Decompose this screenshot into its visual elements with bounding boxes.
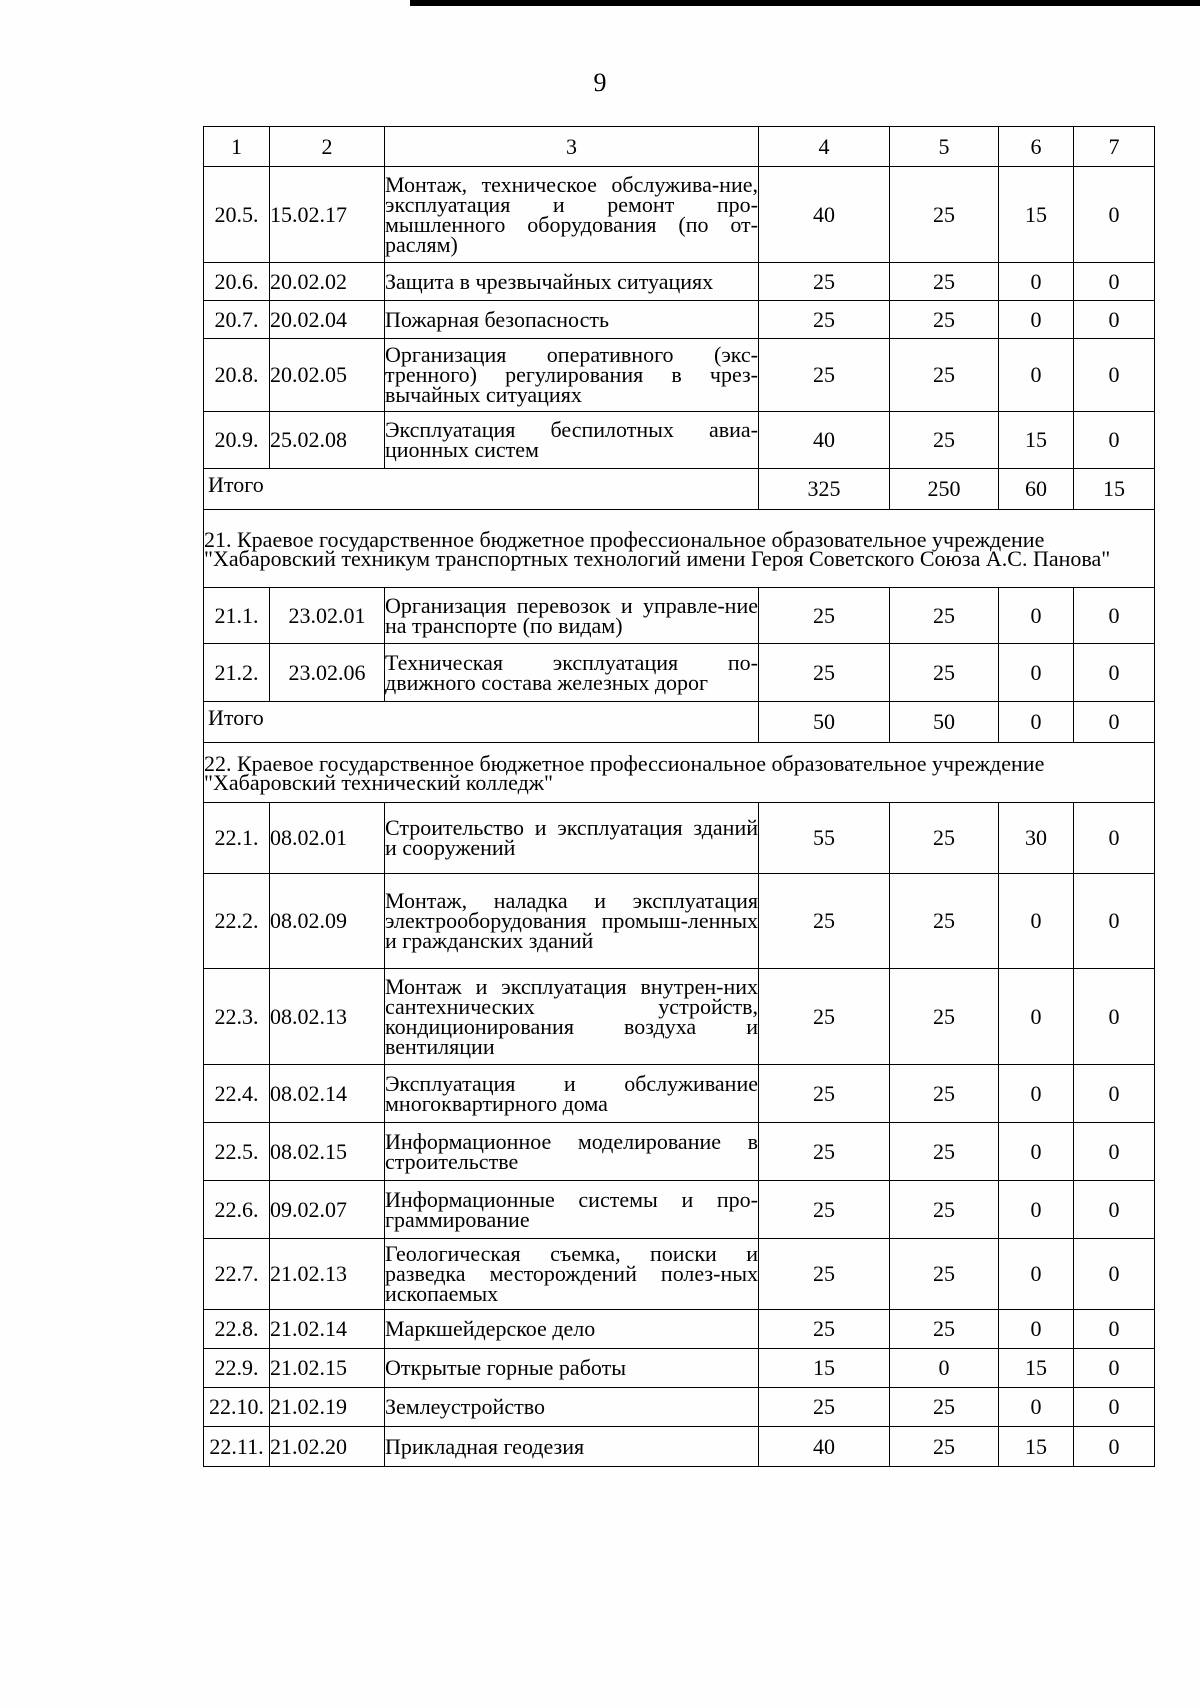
- specialty-code: 21.02.20: [270, 1427, 385, 1467]
- row-number: 22.10.: [204, 1388, 270, 1427]
- column-header: 5: [890, 127, 999, 167]
- table-row: [204, 339, 1155, 412]
- table-row: [204, 301, 1155, 339]
- specialty-code: 08.02.01: [270, 803, 385, 874]
- table-row: [204, 1181, 1155, 1239]
- total-row: [204, 702, 1155, 743]
- total-col-5: 250: [890, 469, 999, 510]
- value-col-7: 0: [1074, 301, 1155, 339]
- value-col-6: 0: [999, 1239, 1074, 1310]
- value-col-5: 25: [890, 1427, 999, 1467]
- specialty-name: Информационные системы и про-граммирование: [385, 1181, 759, 1239]
- total-label: Итого: [204, 469, 759, 510]
- table-row: [204, 588, 1155, 644]
- table-row: [204, 1239, 1155, 1310]
- table-row: [204, 644, 1155, 702]
- specialty-name: Маркшейдерское дело: [385, 1310, 759, 1349]
- specialty-name: Монтаж, наладка и эксплуатация электрооборудования промыш-ленных и гражданских зданий: [385, 874, 759, 969]
- value-col-5: 25: [890, 1181, 999, 1239]
- column-header: 6: [999, 127, 1074, 167]
- value-col-4: 25: [759, 588, 890, 644]
- value-col-4: 25: [759, 874, 890, 969]
- value-col-7: 0: [1074, 1427, 1155, 1467]
- value-col-7: 0: [1074, 167, 1155, 263]
- value-col-5: 25: [890, 644, 999, 702]
- value-col-5: 25: [890, 301, 999, 339]
- value-col-5: 25: [890, 263, 999, 301]
- value-col-6: 0: [999, 263, 1074, 301]
- value-col-6: 15: [999, 1349, 1074, 1388]
- value-col-6: 15: [999, 167, 1074, 263]
- total-col-7: 15: [1074, 469, 1155, 510]
- value-col-6: 0: [999, 1388, 1074, 1427]
- row-number: 22.7.: [204, 1239, 270, 1310]
- specialty-name: Информационное моделирование в строительстве: [385, 1123, 759, 1181]
- value-col-4: 40: [759, 1427, 890, 1467]
- row-number: 20.7.: [204, 301, 270, 339]
- table-row: [204, 263, 1155, 301]
- specialty-code: 21.02.13: [270, 1239, 385, 1310]
- row-number: 20.9.: [204, 412, 270, 469]
- value-col-7: 0: [1074, 1349, 1155, 1388]
- specialty-code: 15.02.17: [270, 167, 385, 263]
- specialty-name: Защита в чрезвычайных ситуациях: [385, 263, 759, 301]
- value-col-4: 15: [759, 1349, 890, 1388]
- value-col-6: 0: [999, 1310, 1074, 1349]
- value-col-6: 0: [999, 1181, 1074, 1239]
- total-col-4: 50: [759, 702, 890, 743]
- row-number: 22.3.: [204, 969, 270, 1065]
- value-col-6: 0: [999, 301, 1074, 339]
- value-col-5: 25: [890, 874, 999, 969]
- column-header: 1: [204, 127, 270, 167]
- value-col-7: 0: [1074, 1388, 1155, 1427]
- specialty-code: 25.02.08: [270, 412, 385, 469]
- value-col-5: 25: [890, 1123, 999, 1181]
- column-header: 2: [270, 127, 385, 167]
- value-col-5: 25: [890, 969, 999, 1065]
- row-number: 21.1.: [204, 588, 270, 644]
- value-col-4: 25: [759, 1123, 890, 1181]
- value-col-6: 0: [999, 644, 1074, 702]
- value-col-5: 25: [890, 588, 999, 644]
- row-number: 20.6.: [204, 263, 270, 301]
- value-col-5: 25: [890, 339, 999, 412]
- specialty-code: 20.02.02: [270, 263, 385, 301]
- specialty-name: Монтаж и эксплуатация внутрен-них сантехнических устройств, кондиционирования воздуха и вентиляции: [385, 969, 759, 1065]
- value-col-6: 15: [999, 412, 1074, 469]
- value-col-7: 0: [1074, 412, 1155, 469]
- table-row: [204, 803, 1155, 874]
- specialty-code: 08.02.15: [270, 1123, 385, 1181]
- value-col-5: 25: [890, 1310, 999, 1349]
- page-number: 9: [593, 68, 607, 97]
- total-row: [204, 469, 1155, 510]
- value-col-4: 25: [759, 1310, 890, 1349]
- value-col-7: 0: [1074, 263, 1155, 301]
- value-col-6: 0: [999, 588, 1074, 644]
- row-number: 22.4.: [204, 1065, 270, 1123]
- total-col-6: 60: [999, 469, 1074, 510]
- value-col-7: 0: [1074, 1065, 1155, 1123]
- value-col-4: 25: [759, 301, 890, 339]
- table-row: [204, 969, 1155, 1065]
- table-row: [204, 1310, 1155, 1349]
- specialty-name: Эксплуатация беспилотных авиа-ционных систем: [385, 412, 759, 469]
- value-col-6: 15: [999, 1427, 1074, 1467]
- specialty-name: Геологическая съемка, поиски и разведка месторождений полез-ных ископаемых: [385, 1239, 759, 1310]
- header-row: [204, 127, 1155, 167]
- value-col-7: 0: [1074, 1310, 1155, 1349]
- value-col-4: 25: [759, 644, 890, 702]
- value-col-7: 0: [1074, 339, 1155, 412]
- specialty-name: Землеустройство: [385, 1388, 759, 1427]
- value-col-5: 25: [890, 1388, 999, 1427]
- value-col-6: 30: [999, 803, 1074, 874]
- specialty-name: Строительство и эксплуатация зданий и сооружений: [385, 803, 759, 874]
- row-number: 22.6.: [204, 1181, 270, 1239]
- row-number: 22.5.: [204, 1123, 270, 1181]
- specialty-code: 20.02.05: [270, 339, 385, 412]
- specialty-name: Монтаж, техническое обслужива-ние, эксплуатация и ремонт про-мышленного оборудования (по от-раслям): [385, 167, 759, 263]
- value-col-6: 0: [999, 874, 1074, 969]
- row-number: 22.11.: [204, 1427, 270, 1467]
- total-col-7: 0: [1074, 702, 1155, 743]
- row-number: 20.5.: [204, 167, 270, 263]
- section-header-row: [204, 743, 1155, 803]
- value-col-4: 40: [759, 412, 890, 469]
- table-row: [204, 1388, 1155, 1427]
- value-col-5: 25: [890, 1239, 999, 1310]
- specialty-code: 09.02.07: [270, 1181, 385, 1239]
- value-col-7: 0: [1074, 874, 1155, 969]
- value-col-4: 25: [759, 1239, 890, 1310]
- value-col-4: 25: [759, 1181, 890, 1239]
- value-col-6: 0: [999, 1065, 1074, 1123]
- table-row: [204, 1065, 1155, 1123]
- value-col-6: 0: [999, 969, 1074, 1065]
- institution-title: 22. Краевое государственное бюджетное профессиональное образовательное учреждение "Хабаровский технический колледж": [204, 743, 1155, 803]
- column-header: 3: [385, 127, 759, 167]
- specialty-name: Прикладная геодезия: [385, 1427, 759, 1467]
- scan-edge-line: [410, 0, 1200, 6]
- value-col-7: 0: [1074, 1181, 1155, 1239]
- total-col-4: 325: [759, 469, 890, 510]
- specialty-code: 08.02.09: [270, 874, 385, 969]
- table-row: [204, 1349, 1155, 1388]
- table-row: [204, 1123, 1155, 1181]
- specialty-name: Открытые горные работы: [385, 1349, 759, 1388]
- row-number: 21.2.: [204, 644, 270, 702]
- value-col-6: 0: [999, 339, 1074, 412]
- value-col-7: 0: [1074, 1123, 1155, 1181]
- row-number: 22.8.: [204, 1310, 270, 1349]
- row-number: 22.1.: [204, 803, 270, 874]
- specialty-name: Организация оперативного (экс-тренного) регулирования в чрез-вычайных ситуациях: [385, 339, 759, 412]
- specialty-code: 20.02.04: [270, 301, 385, 339]
- specialty-name: Пожарная безопасность: [385, 301, 759, 339]
- column-header: 4: [759, 127, 890, 167]
- value-col-4: 25: [759, 1065, 890, 1123]
- value-col-4: 25: [759, 969, 890, 1065]
- specialty-name: Техническая эксплуатация по-движного состава железных дорог: [385, 644, 759, 702]
- value-col-4: 25: [759, 339, 890, 412]
- row-number: 20.8.: [204, 339, 270, 412]
- total-col-5: 50: [890, 702, 999, 743]
- value-col-5: 0: [890, 1349, 999, 1388]
- table-row: [204, 412, 1155, 469]
- total-label: Итого: [204, 702, 759, 743]
- institution-title: 21. Краевое государственное бюджетное профессиональное образовательное учреждение "Хабаровский техникум транспортных технологий имени Героя Советского Союза А.С. Панова": [204, 510, 1155, 588]
- value-col-5: 25: [890, 803, 999, 874]
- value-col-7: 0: [1074, 644, 1155, 702]
- specialty-code: 21.02.19: [270, 1388, 385, 1427]
- total-col-6: 0: [999, 702, 1074, 743]
- specialty-code: 23.02.06: [270, 644, 385, 702]
- value-col-5: 25: [890, 1065, 999, 1123]
- value-col-4: 25: [759, 1388, 890, 1427]
- table-row: [204, 1427, 1155, 1467]
- value-col-7: 0: [1074, 803, 1155, 874]
- value-col-7: 0: [1074, 969, 1155, 1065]
- column-header: 7: [1074, 127, 1155, 167]
- specialty-name: Организация перевозок и управле-ние на транспорте (по видам): [385, 588, 759, 644]
- specialty-code: 21.02.14: [270, 1310, 385, 1349]
- value-col-5: 25: [890, 167, 999, 263]
- value-col-7: 0: [1074, 588, 1155, 644]
- table-row: [204, 167, 1155, 263]
- specialty-code: 23.02.01: [270, 588, 385, 644]
- value-col-4: 25: [759, 263, 890, 301]
- row-number: 22.2.: [204, 874, 270, 969]
- specialty-code: 08.02.13: [270, 969, 385, 1065]
- value-col-6: 0: [999, 1123, 1074, 1181]
- row-number: 22.9.: [204, 1349, 270, 1388]
- specialty-code: 21.02.15: [270, 1349, 385, 1388]
- value-col-4: 40: [759, 167, 890, 263]
- specialty-name: Эксплуатация и обслуживание многоквартирного дома: [385, 1065, 759, 1123]
- specialty-code: 08.02.14: [270, 1065, 385, 1123]
- value-col-7: 0: [1074, 1239, 1155, 1310]
- value-col-5: 25: [890, 412, 999, 469]
- table-row: [204, 874, 1155, 969]
- section-header-row: [204, 510, 1155, 588]
- value-col-4: 55: [759, 803, 890, 874]
- quota-table: [203, 126, 1155, 1467]
